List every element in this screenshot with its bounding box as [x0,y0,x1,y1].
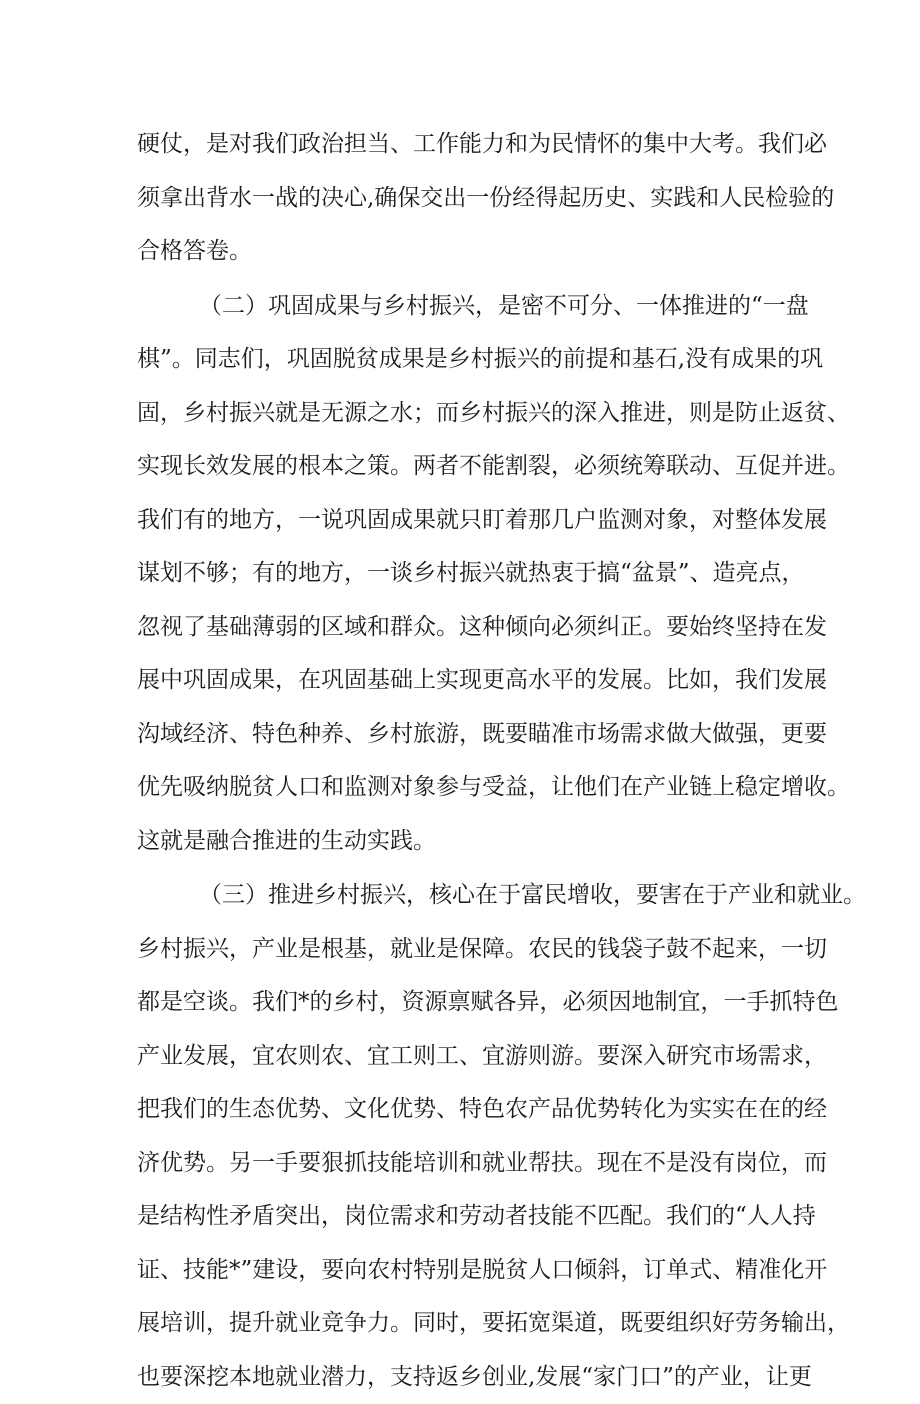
text-line: 济优势。另一手要狠抓技能培训和就业帮扶。现在不是没有岗位，而 [137,1137,797,1191]
paragraph-continuation [137,118,797,279]
text-line: 乡村振兴，产业是根基，就业是保障。农民的钱袋子鼓不起来，一切 [137,923,797,977]
text-line: 固，乡村振兴就是无源之水；而乡村振兴的深入推进，则是防止返贫、 [137,387,797,441]
paragraph-section-2 [137,280,797,869]
text-line: 把我们的生态优势、文化优势、特色农产品优势转化为实实在在的经 [137,1083,797,1137]
text-line: 是结构性矛盾突出，岗位需求和劳动者技能不匹配。我们的“人人持 [137,1190,797,1244]
text-line: 须拿出背水一战的决心,确保交出一份经得起历史、实践和人民检验的 [137,172,797,226]
text-line: 棋”。同志们，巩固脱贫成果是乡村振兴的前提和基石,没有成果的巩 [137,333,797,387]
text-line: 谋划不够；有的地方，一谈乡村振兴就热衷于搞“盆景”、造亮点， [137,547,797,601]
text-line: （三）推进乡村振兴，核心在于富民增收，要害在于产业和就业。 [137,869,797,923]
text-line: 也要深挖本地就业潜力，支持返乡创业,发展“家门口”的产业，让更 [137,1351,797,1404]
text-line: 展培训，提升就业竞争力。同时，要拓宽渠道，既要组织好劳务输出， [137,1297,797,1351]
text-line: 实现长效发展的根本之策。两者不能割裂，必须统筹联动、互促并进。 [137,440,797,494]
text-line: 证、技能*”建设，要向农村特别是脱贫人口倾斜，订单式、精准化开 [137,1244,797,1298]
text-line: 我们有的地方，一说巩固成果就只盯着那几户监测对象，对整体发展 [137,494,797,548]
text-line: 优先吸纳脱贫人口和监测对象参与受益，让他们在产业链上稳定增收。 [137,761,797,815]
text-line: 沟域经济、特色种养、乡村旅游，既要瞄准市场需求做大做强，更要 [137,708,797,762]
text-line: 合格答卷。 [137,225,797,279]
text-line: 这就是融合推进的生动实践。 [137,815,797,869]
text-line: （二）巩固成果与乡村振兴，是密不可分、一体推进的“一盘 [137,280,797,334]
text-line: 产业发展，宜农则农、宜工则工、宜游则游。要深入研究市场需求， [137,1030,797,1084]
text-line: 忽视了基础薄弱的区域和群众。这种倾向必须纠正。要始终坚持在发 [137,601,797,655]
paragraph-section-3 [137,869,797,1404]
text-line: 都是空谈。我们*的乡村，资源禀赋各异，必须因地制宜，一手抓特色 [137,976,797,1030]
body-text [137,118,797,1404]
text-line: 展中巩固成果，在巩固基础上实现更高水平的发展。比如，我们发展 [137,654,797,708]
text-line: 硬仗，是对我们政治担当、工作能力和为民情怀的集中大考。我们必 [137,118,797,172]
